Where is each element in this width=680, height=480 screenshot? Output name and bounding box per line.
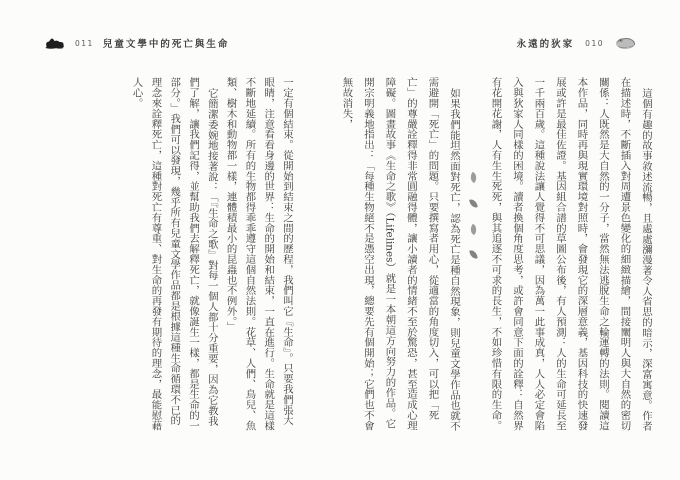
left-running-head [44,36,229,50]
section-divider [464,77,484,435]
right-paragraph: 如果我們能坦然面對死亡，認為死亡是種自然現象，則兒童文學作品也就不需避開「死亡」的問題。只要撰寫者用心，從適當的角度切入，可以把「死亡」的尊嚴詮釋得非常圓融得體，讓小讀者的情緒不至於驚恐，甚至造成心理障礙。圖畫故事《生命之歌》（Lifelines）就是一本朝這方向努力的作品。它開宗明義地指出：「每種生物絕不是憑空出現，總要先有個開始；它們也不會無故消失， [340,77,460,431]
leaf-icon [469,198,478,208]
toad-icon [615,36,636,50]
left-paragraph: 它簡潔委婉地接著說：「『生命之歌』對每一個人都十分重要，因為它教我們了解，讓我們記得，並幫助我們去解釋死亡，就像誕生一樣，都是生命的一部分。」我們可以發現，幾乎所有兒童文學作品都是根據這種生命循環不已的理念來詮釋死亡，這種對死亡有尊重、對生命的再發有期待的理念，最能慰藉人心。 [130,77,218,431]
left-page-text [127,77,296,435]
leaf-icon [468,224,479,235]
book-title: 永遠的狄家 [516,39,575,50]
right-page-text [335,77,656,435]
left-page-number: 011 [75,38,94,48]
leaf-icon [469,249,477,259]
ornament-icon [44,37,66,49]
right-running-head [517,36,636,50]
right-paragraph: 這個有趣的故事敘述流暢，且處處瀰漫著令人省思的暗示，深富寓意。作者在描述時，不斷插入對周遭景色變化的細緻描繪，間接闡明人與大自然的密切關係：人既然是大自然的一分子，當然無法逃脫生命之輪運轉的法則。閱讀這本作品，同時再與現實環境對照時，會發現它的深層意義，基因科技的快速發展或許是最佳佐證。基因組合譜的草圖公布後，有人預測：人的生命可延長至一千兩百歲。這種說法讓人覺得不可思議，因為萬一此事成真，人人必定會陷入與狄家人同樣的困境。讀者換個角度思考，或許會同意下面的詮釋：自然界有花開花謝，人有生生死死，與其追逐不可求的長生，不如珍惜有限的生命。 [489,77,652,431]
left-paragraph-continued: 一定有個結束。從開始到結束之間的歷程，我們叫它『生命』。只要我們張大眼睛，注意看看身邊的世界：生命的開始和結束，一直在進行。生命就是這樣不斷地延續。所有的生物都得乖乖遵守這個自然法則。花草、人們、鳥兒、魚類、樹木和動物都一樣，連體積最小的昆蟲也不例外。」 [224,77,293,431]
chapter-title: 兒童文學中的死亡與生命 [102,39,230,50]
right-page-number: 010 [585,38,604,48]
leaf-icon [468,172,478,183]
